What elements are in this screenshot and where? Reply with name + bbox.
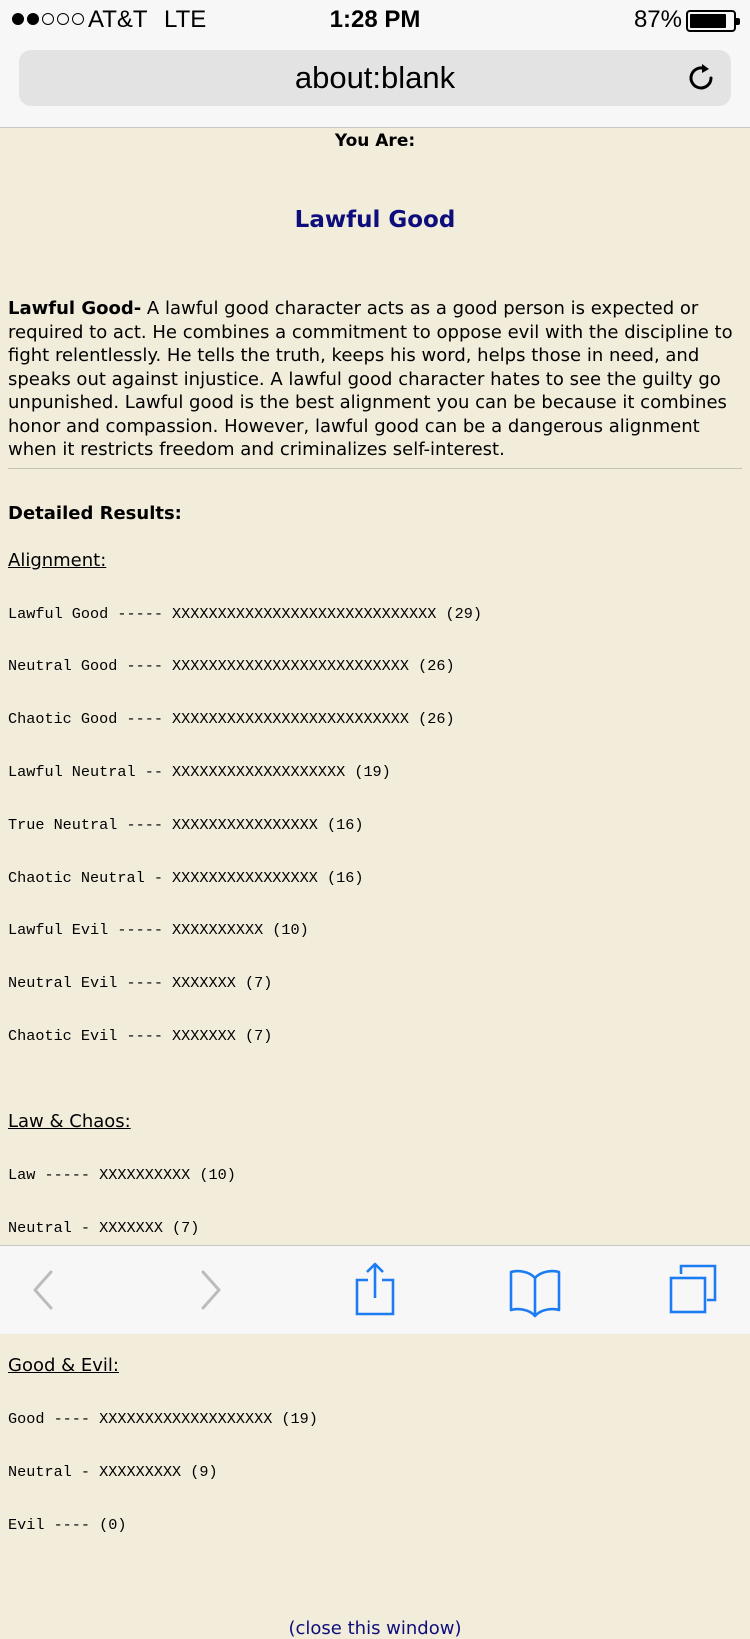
result-row: Neutral Good ---- XXXXXXXXXXXXXXXXXXXXXXXXXX (26) xyxy=(8,657,455,676)
result-row: Good ---- XXXXXXXXXXXXXXXXXXX (19) xyxy=(8,1410,318,1429)
alignment-description xyxy=(8,297,742,462)
result-row: Lawful Neutral -- XXXXXXXXXXXXXXXXXXX (19) xyxy=(8,763,391,782)
result-row: Lawful Good ----- XXXXXXXXXXXXXXXXXXXXXXXXXXXXX (29) xyxy=(8,604,482,623)
status-time: 1:28 PM xyxy=(329,6,421,33)
result-row: Chaotic Neutral - XXXXXXXXXXXXXXXX (16) xyxy=(8,868,364,887)
result-row: Chaotic Good ---- XXXXXXXXXXXXXXXXXXXXXXXXXX (26) xyxy=(8,710,455,729)
section-heading: Alignment: xyxy=(8,549,107,571)
result-row: Chaotic Evil ---- XXXXXXX (7) xyxy=(8,1026,273,1045)
url-text[interactable]: about:blank xyxy=(294,60,456,95)
status-bar xyxy=(0,0,750,40)
network-type: LTE xyxy=(164,6,207,33)
result-title: Lawful Good xyxy=(294,207,456,233)
divider xyxy=(8,468,742,469)
close-window-link[interactable]: (close this window) xyxy=(288,1617,462,1639)
result-rows xyxy=(8,1376,742,1570)
detailed-results-label: Detailed Results: xyxy=(8,502,182,524)
section-heading: Law & Chaos: xyxy=(8,1110,131,1132)
good-evil-section xyxy=(8,1355,742,1570)
browser-chrome-top xyxy=(0,0,750,128)
result-row: Neutral Evil ---- XXXXXXX (7) xyxy=(8,974,273,993)
result-row: True Neutral ---- XXXXXXXXXXXXXXXX (16) xyxy=(8,815,364,834)
you-are-label: You Are: xyxy=(334,131,416,151)
section-heading: Good & Evil: xyxy=(8,1355,119,1377)
result-row: Lawful Evil ----- XXXXXXXXXX (10) xyxy=(8,921,309,940)
result-rows xyxy=(8,571,742,1081)
back-icon[interactable] xyxy=(13,1260,73,1320)
tabs-icon[interactable] xyxy=(663,1260,723,1320)
reload-icon[interactable] xyxy=(685,62,717,94)
description-text: A lawful good character acts as a good person is expected or required to act. He combines a commitment to oppose evil with the discipline to fight relentlessly. He tells the truth, keeps his word, helps those in need, and speaks out against injustice. A lawful good character hates to see the guilty go unpunished. Lawful good is the best alignment you can be because it combines honor and compassion. However, lawful good can be a dangerous alignment when it restricts freedom and criminalizes self-interest. xyxy=(8,298,733,460)
forward-icon[interactable] xyxy=(181,1260,241,1320)
result-row: Neutral - XXXXXXXXX (9) xyxy=(8,1463,218,1482)
result-row: Evil ---- (0) xyxy=(8,1516,127,1534)
result-row: Neutral - XXXXXXX (7) xyxy=(8,1218,200,1237)
battery-icon xyxy=(686,10,736,32)
carrier-name: AT&T xyxy=(88,6,148,33)
address-bar[interactable] xyxy=(19,50,731,106)
page-content xyxy=(0,129,750,1639)
battery-percent: 87% xyxy=(633,6,682,33)
bookmarks-icon[interactable] xyxy=(505,1260,565,1320)
description-term: Lawful Good- xyxy=(8,298,142,319)
share-icon[interactable] xyxy=(345,1260,405,1320)
result-row: Law ----- XXXXXXXXXX (10) xyxy=(8,1165,236,1184)
browser-toolbar xyxy=(0,1245,750,1334)
alignment-section xyxy=(8,550,742,1081)
